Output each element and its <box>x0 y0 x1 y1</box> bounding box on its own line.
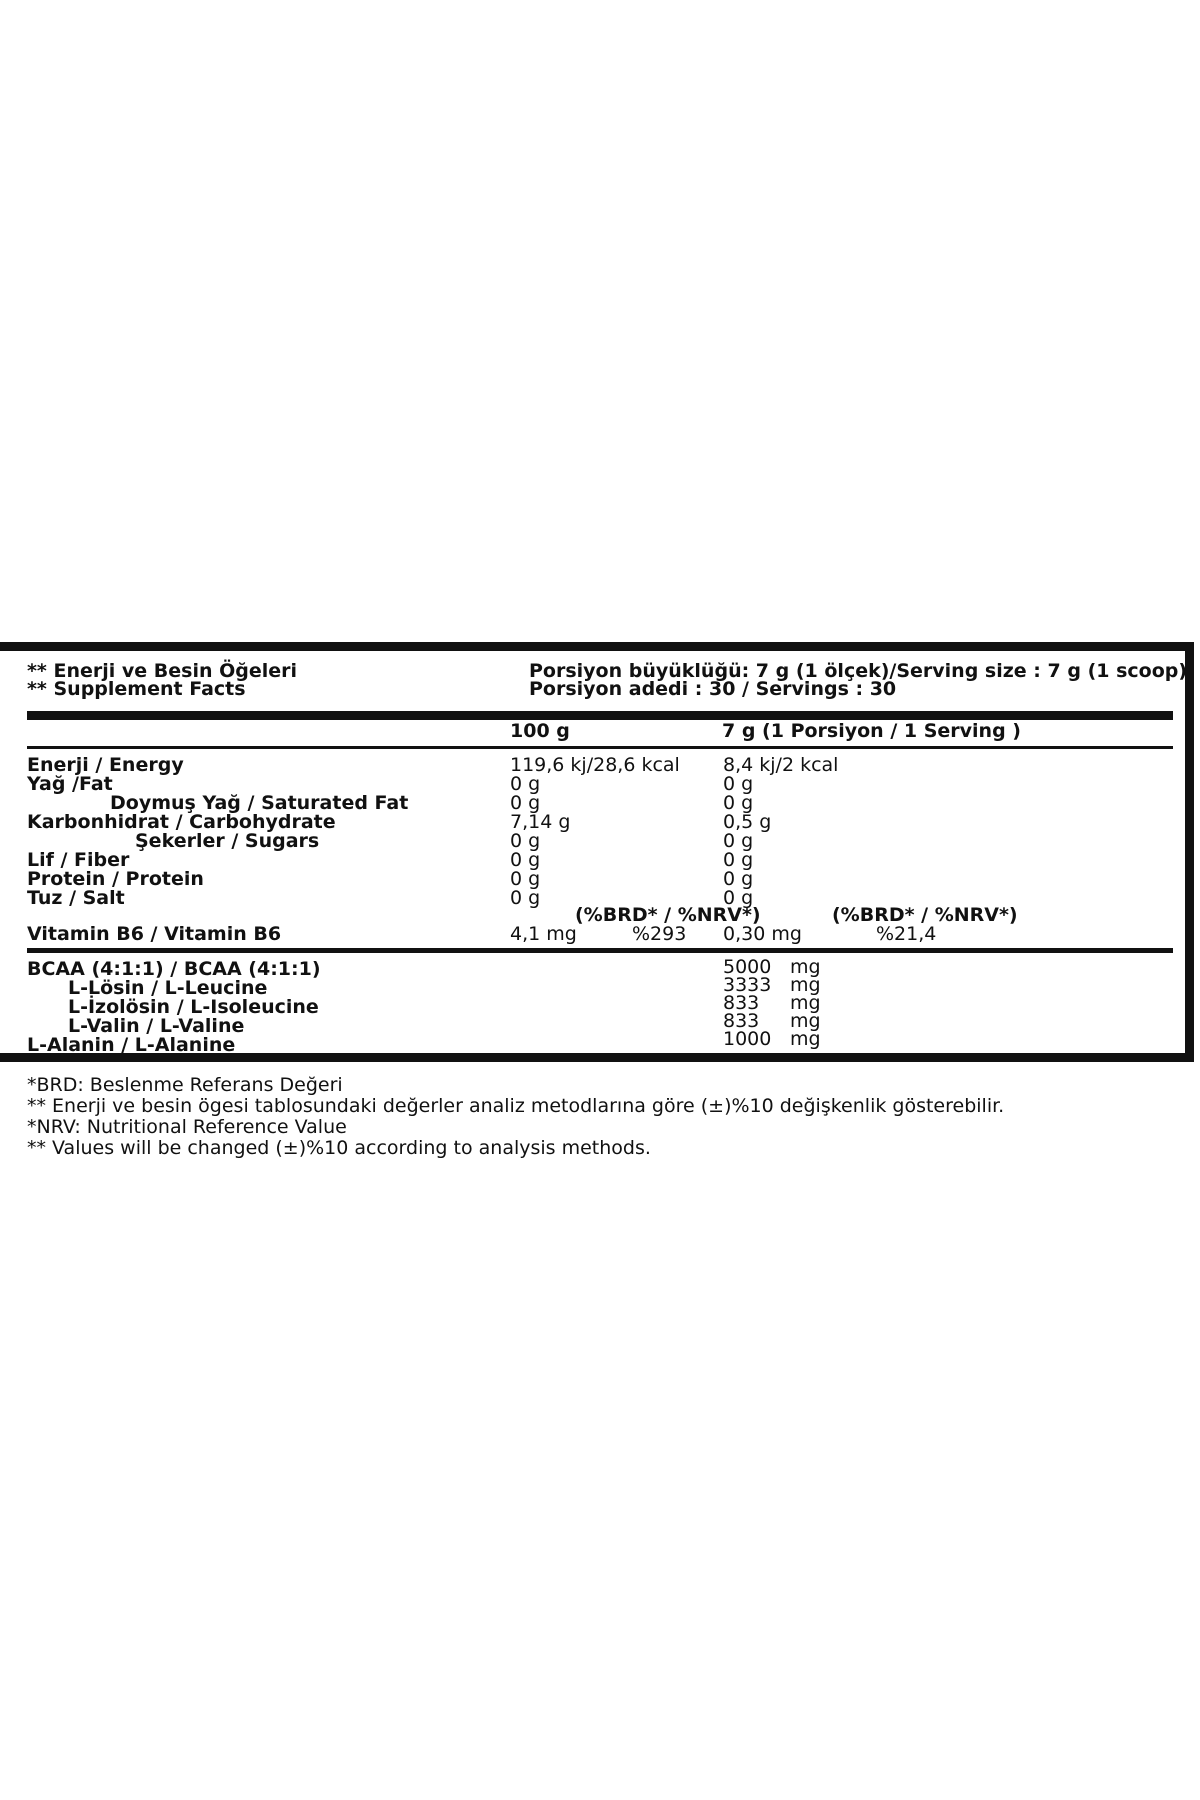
column-header-100g: 100 g <box>510 720 570 742</box>
amino-value: 833 <box>723 992 760 1014</box>
amino-unit: mg <box>790 992 821 1014</box>
nutrient-value-100g: 0 g <box>510 887 541 909</box>
footnote: ** Enerji ve besin ögesi tablosundaki değerler analiz metodlarına göre (±)%10 değişkenlik gösterebilir. <box>27 1095 1005 1117</box>
nutrient-name: Enerji / Energy <box>27 754 184 776</box>
vitamin-pct-100g: %293 <box>632 923 687 945</box>
footnote: *BRD: Beslenme Referans Değeri <box>27 1074 343 1096</box>
nutrient-name: Yağ /Fat <box>27 773 113 795</box>
nutrient-value-100g: 0 g <box>510 868 541 890</box>
nutrient-name: Doymuş Yağ / Saturated Fat <box>110 792 409 814</box>
nutrient-value-serving: 0 g <box>723 868 754 890</box>
title-tr: ** Enerji ve Besin Öğeleri <box>27 660 298 682</box>
nutrient-value-serving: 0 g <box>723 792 754 814</box>
nutrient-name: Karbonhidrat / Carbohydrate <box>27 811 336 833</box>
header-rule <box>27 746 1173 749</box>
nutrient-name: Tuz / Salt <box>27 887 125 909</box>
nutrient-value-serving: 0 g <box>723 887 754 909</box>
nutrient-value-serving: 0 g <box>723 849 754 871</box>
nutrient-value-serving: 8,4 kj/2 kcal <box>723 754 839 776</box>
footnote: *NRV: Nutritional Reference Value <box>27 1116 347 1138</box>
nutrient-name: Protein / Protein <box>27 868 204 890</box>
nutrient-value-100g: 119,6 kj/28,6 kcal <box>510 754 680 776</box>
serving-size: Porsiyon büyüklüğü: 7 g (1 ölçek)/Serving size : 7 g (1 scoop) <box>529 660 1188 682</box>
nutrient-value-100g: 0 g <box>510 773 541 795</box>
nutrient-name: Lif / Fiber <box>27 849 130 871</box>
nutrient-value-serving: 0 g <box>723 830 754 852</box>
nutrient-name: Şekerler / Sugars <box>135 830 320 852</box>
amino-value: 3333 <box>723 974 772 996</box>
amino-name: L-Lösin / L-Leucine <box>68 977 268 999</box>
nutrient-value-100g: 0 g <box>510 792 541 814</box>
nutrient-value-100g: 0 g <box>510 830 541 852</box>
section-rule <box>27 948 1173 953</box>
footnote: ** Values will be changed (±)%10 according to analysis methods. <box>27 1137 651 1159</box>
amino-name: L-İzolösin / L-Isoleucine <box>68 996 319 1018</box>
nutrient-value-serving: 0,5 g <box>723 811 772 833</box>
amino-name: BCAA (4:1:1) / BCAA (4:1:1) <box>27 958 321 980</box>
amino-value: 833 <box>723 1010 760 1032</box>
servings-count: Porsiyon adedi : 30 / Servings : 30 <box>529 678 897 700</box>
amino-unit: mg <box>790 1028 821 1050</box>
nutrient-value-serving: 0 g <box>723 773 754 795</box>
column-header-serving: 7 g (1 Porsiyon / 1 Serving ) <box>722 720 1021 742</box>
nutrient-value-100g: 0 g <box>510 849 541 871</box>
title-en: ** Supplement Facts <box>27 678 246 700</box>
amino-unit: mg <box>790 956 821 978</box>
vitamin-value-100g: 4,1 mg <box>510 923 577 945</box>
thick-rule <box>27 711 1173 720</box>
amino-name: L-Alanin / L-Alanine <box>27 1034 236 1056</box>
amino-unit: mg <box>790 1010 821 1032</box>
vitamin-value-serving: 0,30 mg <box>723 923 802 945</box>
ref-header-100g: (%BRD* / %NRV*) <box>575 904 761 926</box>
vitamin-name: Vitamin B6 / Vitamin B6 <box>27 923 282 945</box>
amino-unit: mg <box>790 974 821 996</box>
ref-header-serving: (%BRD* / %NRV*) <box>832 904 1018 926</box>
vitamin-pct-serving: %21,4 <box>876 923 937 945</box>
amino-value: 5000 <box>723 956 772 978</box>
amino-name: L-Valin / L-Valine <box>68 1015 245 1037</box>
amino-value: 1000 <box>723 1028 772 1050</box>
nutrient-value-100g: 7,14 g <box>510 811 571 833</box>
